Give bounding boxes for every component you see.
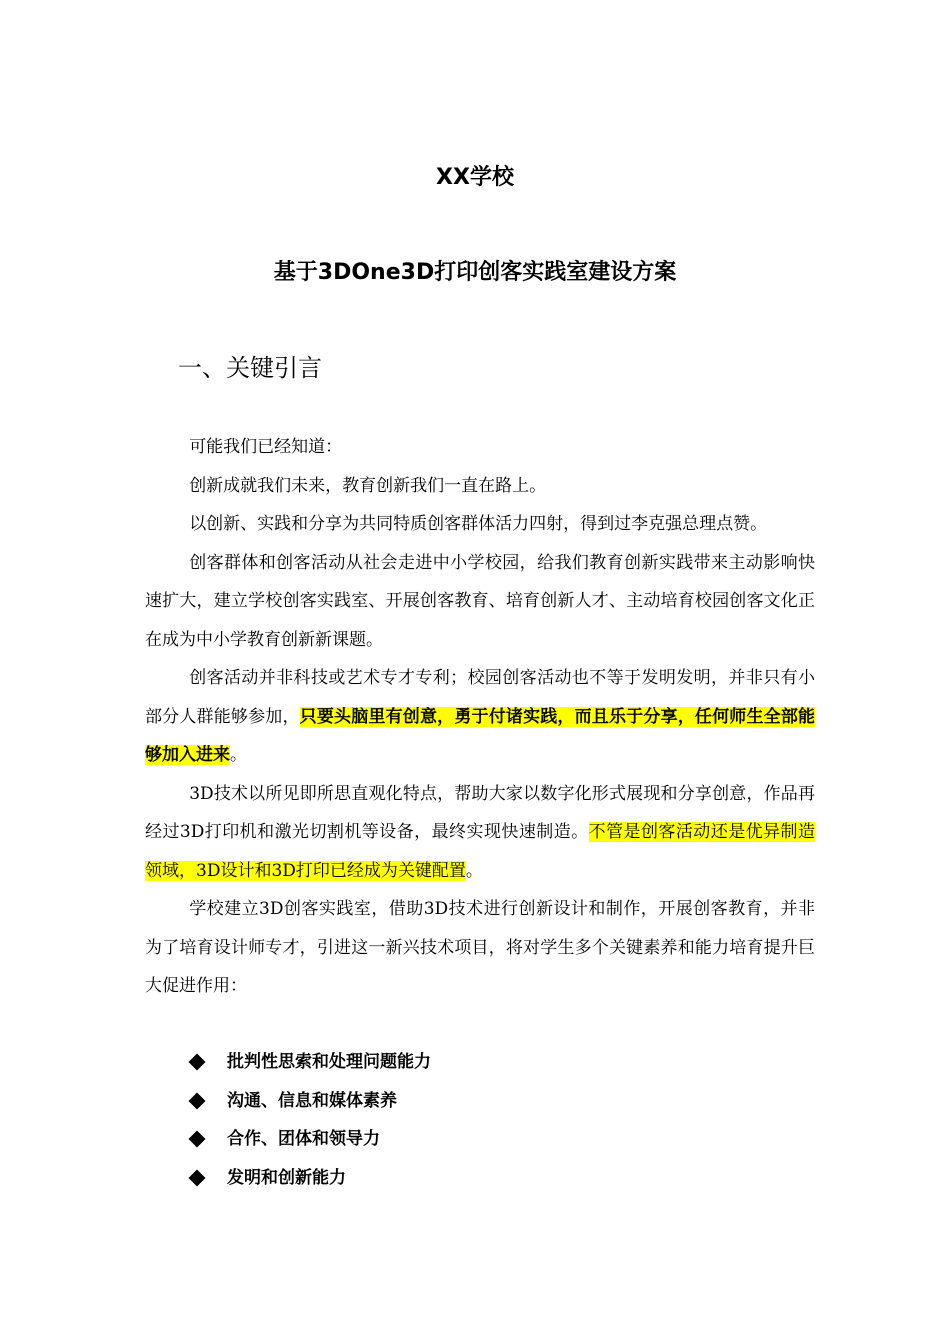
plan-title: 基于3DOne3D打印创客实践室建设方案 bbox=[273, 260, 677, 285]
bullet-text: 合作、团体和领导力 bbox=[227, 1129, 380, 1149]
diamond-icon bbox=[189, 1169, 206, 1186]
paragraph-5-highlight: 只要头脑里有创意，勇于付诸实践，而且乐于分享，任何师生全部能够加入进来 bbox=[145, 706, 816, 765]
paragraph-6-text: 3D技术以所见即所思直观化特点，帮助大家以数字化形式展现和分享创意，作品再经过3D打印机和激光切割机等设备，最终实现快速制造。 bbox=[145, 783, 815, 842]
paragraph-5-end: 。 bbox=[230, 745, 247, 765]
diamond-icon bbox=[189, 1054, 206, 1071]
paragraph-6-end: 。 bbox=[465, 860, 483, 881]
bullet-item bbox=[188, 1159, 431, 1198]
paragraph-2: 创新成就我们未来，教育创新我们一直在路上。 bbox=[189, 475, 547, 496]
bullet-item bbox=[188, 1043, 431, 1082]
school-title: XX学校 bbox=[436, 165, 514, 190]
paragraph-4: 创客群体和创客活动从社会走进中小学校园，给我们教育创新实践带来主动影响快速扩大，建立学校创客实践室、开展创客教育、培育创新人才、主动培育校园创客文化正在成为中小学教育创新新课题。 bbox=[145, 552, 815, 650]
paragraph-5 bbox=[145, 659, 815, 775]
bullet-text: 沟通、信息和媒体素养 bbox=[227, 1090, 397, 1111]
paragraph-1: 可能我们已经知道： bbox=[189, 437, 343, 457]
bullet-text: 批判性思索和处理问题能力 bbox=[227, 1052, 431, 1072]
paragraph-6-highlight: 不管是创客活动还是优异制造领域，3D设计和3D打印已经成为关键配置 bbox=[145, 822, 815, 881]
bullet-item bbox=[188, 1120, 431, 1159]
paragraph-5-text: 创客活动并非科技或艺术专才专利；校园创客活动也不等于发明发明，并非只有小部分人群能够参加， bbox=[145, 668, 815, 727]
bullet-text: 发明和创新能力 bbox=[227, 1167, 346, 1188]
section-heading: 一、关键引言 bbox=[178, 354, 322, 382]
diamond-icon bbox=[189, 1131, 206, 1148]
paragraph-7: 学校建立3D创客实践室，借助3D技术进行创新设计和制作，开展创客教育，并非为了培育设计师专才，引进这一新兴技术项目，将对学生多个关键素养和能力培育提升巨大促进作用： bbox=[145, 899, 815, 996]
diamond-icon bbox=[189, 1092, 206, 1109]
paragraph-3: 以创新、实践和分享为共同特质创客群体活力四射，得到过李克强总理点赞。 bbox=[189, 514, 768, 534]
paragraph-6 bbox=[145, 775, 815, 891]
bullet-list bbox=[188, 1043, 431, 1197]
body-text bbox=[145, 428, 815, 1006]
bullet-item bbox=[188, 1082, 431, 1121]
